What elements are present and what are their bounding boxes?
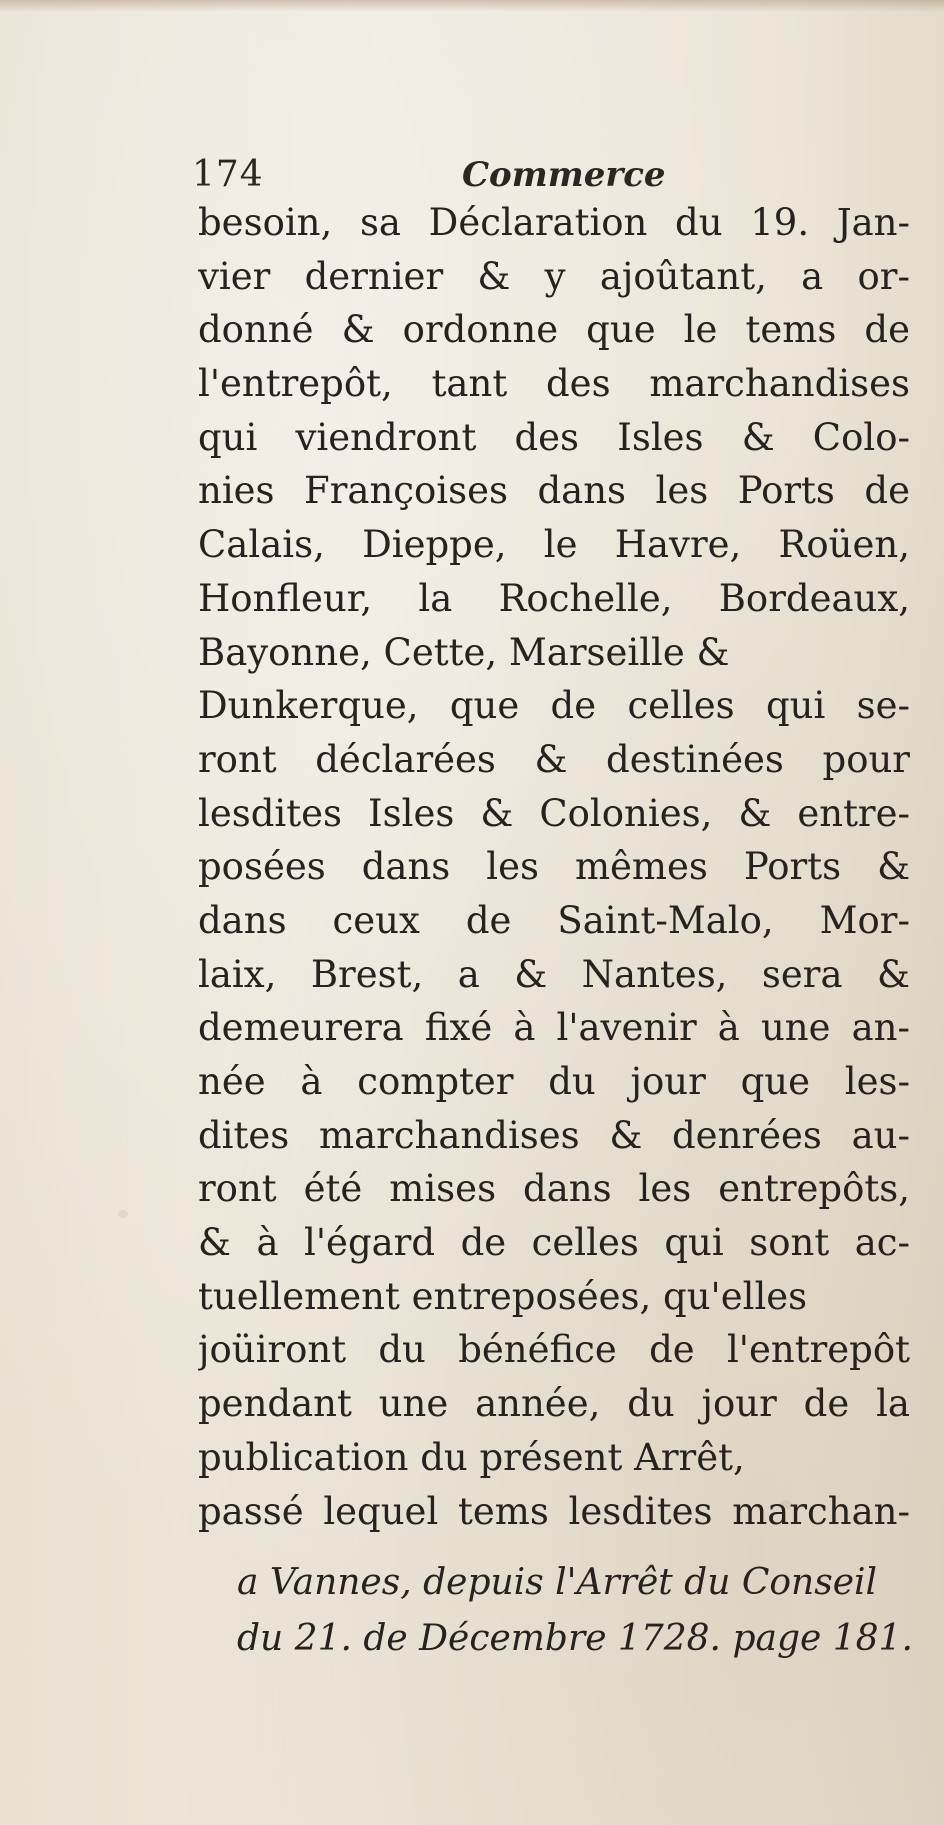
text-line: donné & ordonne que le tems de (198, 308, 910, 352)
text-line: Dunkerque, que de celles qui se- (198, 684, 910, 728)
footnote (237, 1555, 927, 1667)
text-line: passé lequel tems lesdites marchan- (198, 1489, 910, 1533)
text-line: pendant une année, du jour de la (198, 1382, 910, 1426)
running-head: Commerce (462, 155, 666, 195)
text-line: Bayonne, Cette, Marseille & (198, 630, 730, 674)
text-line: & à l'égard de celles qui sont ac- (198, 1221, 910, 1265)
text-line: demeurera fixé à l'avenir à une an- (198, 1006, 910, 1050)
page-edge-shadow (0, 0, 944, 12)
text-line: Calais, Dieppe, le Havre, Roüen, (198, 523, 910, 567)
text-line: ront déclarées & destinées pour (198, 737, 910, 781)
page-header (192, 150, 912, 200)
text-line: dans ceux de Saint-Malo, Mor- (198, 898, 910, 942)
text-line: nies Françoises dans les Ports de (198, 469, 910, 513)
text-line: joüiront du bénéfice de l'entrepôt (198, 1328, 910, 1372)
footnote-line: a Vannes, depuis l'Arrêt du Conseil (237, 1562, 878, 1603)
footnote-line: du 21. de Décembre 1728. page 181. (237, 1618, 913, 1659)
text-line: née à compter du jour que les- (198, 1060, 910, 1103)
paper-foxing-spot (118, 1210, 128, 1218)
text-line: besoin, sa Déclaration du 19. Jan- (198, 201, 910, 244)
text-line: dites marchandises & denrées au- (198, 1113, 910, 1157)
text-line: qui viendront des Isles & Colo- (198, 415, 910, 459)
body-text (198, 196, 910, 1538)
text-line: lesdites Isles & Colonies, & entre- (198, 791, 910, 835)
text-line: vier dernier & y ajoûtant, a or- (198, 254, 910, 298)
text-line: tuellement entreposées, qu'elles (198, 1274, 808, 1318)
page-number: 174 (192, 154, 264, 195)
text-line: l'entrepôt, tant des marchandises (198, 362, 910, 406)
text-line: laix, Brest, a & Nantes, sera & (198, 952, 910, 996)
text-line: Honfleur, la Rochelle, Bordeaux, (198, 576, 910, 620)
text-line: ront été mises dans les entrepôts, (198, 1167, 910, 1211)
text-line: publication du présent Arrêt, (198, 1435, 745, 1479)
text-line: posées dans les mêmes Ports & (198, 845, 910, 889)
